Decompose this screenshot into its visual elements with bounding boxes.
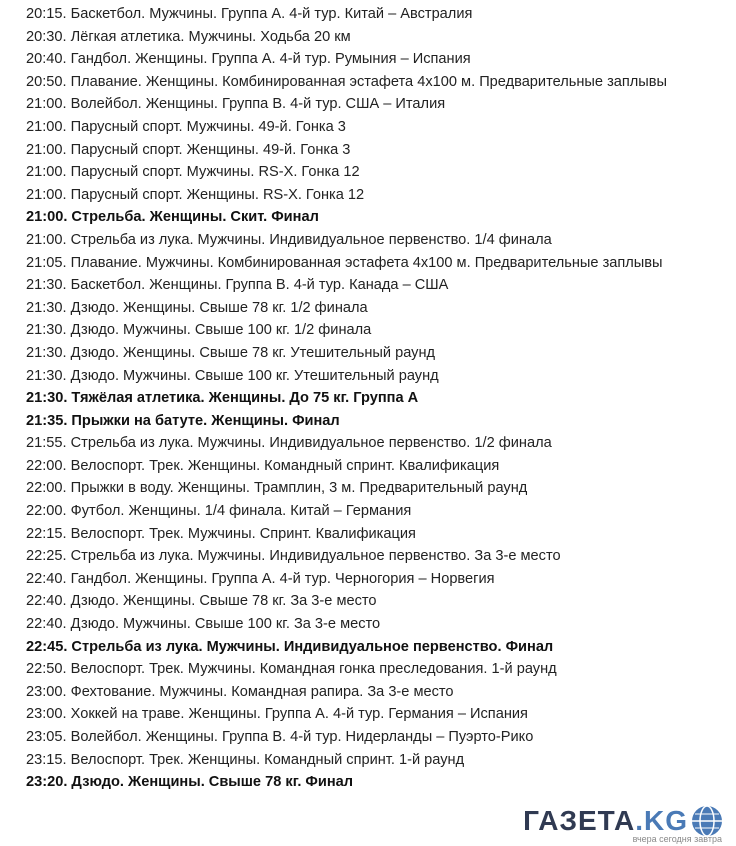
schedule-item: 22:45. Стрельба из лука. Мужчины. Индивидуальное первенство. Финал	[26, 638, 554, 655]
schedule-item: 21:00. Парусный спорт. Женщины. RS-X. Гонка 12	[26, 186, 365, 203]
schedule-item: 21:30. Дзюдо. Мужчины. Свыше 100 кг. Утешительный раунд	[26, 367, 439, 384]
schedule-item: 21:30. Баскетбол. Женщины. Группа В. 4-й тур. Канада – США	[26, 277, 449, 294]
schedule-item: 23:00. Хоккей на траве. Женщины. Группа А. 4-й тур. Германия – Испания	[26, 706, 528, 723]
schedule-item: 21:30. Тяжёлая атлетика. Женщины. До 75 кг. Группа А	[26, 390, 419, 407]
schedule-item: 22:00. Прыжки в воду. Женщины. Трамплин, 3 м. Предварительный раунд	[26, 480, 528, 497]
schedule-item: 22:50. Велоспорт. Трек. Мужчины. Командная гонка преследования. 1-й раунд	[26, 661, 557, 678]
schedule-item: 22:40. Гандбол. Женщины. Группа А. 4-й тур. Черногория – Норвегия	[26, 570, 495, 587]
schedule-item: 22:40. Дзюдо. Мужчины. Свыше 100 кг. За 3-е место	[26, 616, 381, 633]
schedule-item: 21:00. Волейбол. Женщины. Группа В. 4-й тур. США – Италия	[26, 96, 446, 113]
schedule-item: 22:15. Велоспорт. Трек. Мужчины. Спринт. Квалификация	[26, 525, 416, 542]
schedule-item: 20:30. Лёгкая атлетика. Мужчины. Ходьба 20 км	[26, 28, 351, 45]
logo-text	[523, 805, 688, 837]
schedule-item: 21:30. Дзюдо. Мужчины. Свыше 100 кг. 1/2 финала	[26, 322, 372, 339]
schedule-item: 21:35. Прыжки на батуте. Женщины. Финал	[26, 412, 340, 429]
schedule-list	[26, 3, 726, 794]
schedule-item: 21:00. Стрельба из лука. Мужчины. Индивидуальное первенство. 1/4 финала	[26, 231, 552, 248]
schedule-item: 21:55. Стрельба из лука. Мужчины. Индивидуальное первенство. 1/2 финала	[26, 435, 552, 452]
watermark-logo	[523, 804, 724, 838]
schedule-item: 20:50. Плавание. Женщины. Комбинированная эстафета 4х100 м. Предварительные заплывы	[26, 73, 668, 90]
schedule-item: 21:00. Парусный спорт. Мужчины. 49-й. Гонка 3	[26, 118, 346, 135]
schedule-item: 21:30. Дзюдо. Женщины. Свыше 78 кг. 1/2 финала	[26, 299, 368, 316]
schedule-item: 22:00. Велоспорт. Трек. Женщины. Командный спринт. Квалификация	[26, 457, 500, 474]
schedule-item: 21:00. Стрельба. Женщины. Скит. Финал	[26, 209, 319, 226]
globe-icon	[690, 804, 724, 838]
logo-suffix: .KG	[635, 805, 688, 836]
schedule-item: 21:30. Дзюдо. Женщины. Свыше 78 кг. Утешительный раунд	[26, 344, 436, 361]
schedule-item: 20:15. Баскетбол. Мужчины. Группа А. 4-й тур. Китай – Австралия	[26, 6, 473, 22]
schedule-item: 21:00. Парусный спорт. Мужчины. RS-X. Гонка 12	[26, 164, 360, 181]
logo-name: ГАЗЕТА	[523, 805, 636, 836]
schedule-item: 21:05. Плавание. Мужчины. Комбинированная эстафета 4х100 м. Предварительные заплывы	[26, 254, 663, 271]
schedule-item: 23:05. Волейбол. Женщины. Группа В. 4-й тур. Нидерланды – Пуэрто-Рико	[26, 729, 534, 745]
schedule-item: 22:25. Стрельба из лука. Мужчины. Индивидуальное первенство. За 3-е место	[26, 548, 561, 565]
schedule-item: 20:40. Гандбол. Женщины. Группа А. 4-й тур. Румыния – Испания	[26, 51, 471, 68]
logo-tagline: вчера сегодня завтра	[632, 834, 722, 844]
schedule-item: 22:00. Футбол. Женщины. 1/4 финала. Китай – Германия	[26, 503, 412, 520]
schedule-item: 23:20. Дзюдо. Женщины. Свыше 78 кг. Финал	[26, 774, 354, 791]
schedule-item: 22:40. Дзюдо. Женщины. Свыше 78 кг. За 3-е место	[26, 593, 377, 610]
schedule-item: 23:15. Велоспорт. Трек. Женщины. Командный спринт. 1-й раунд	[26, 751, 465, 768]
schedule-item: 21:00. Парусный спорт. Женщины. 49-й. Гонка 3	[26, 141, 351, 158]
schedule-item: 23:00. Фехтование. Мужчины. Командная рапира. За 3-е место	[26, 683, 454, 700]
